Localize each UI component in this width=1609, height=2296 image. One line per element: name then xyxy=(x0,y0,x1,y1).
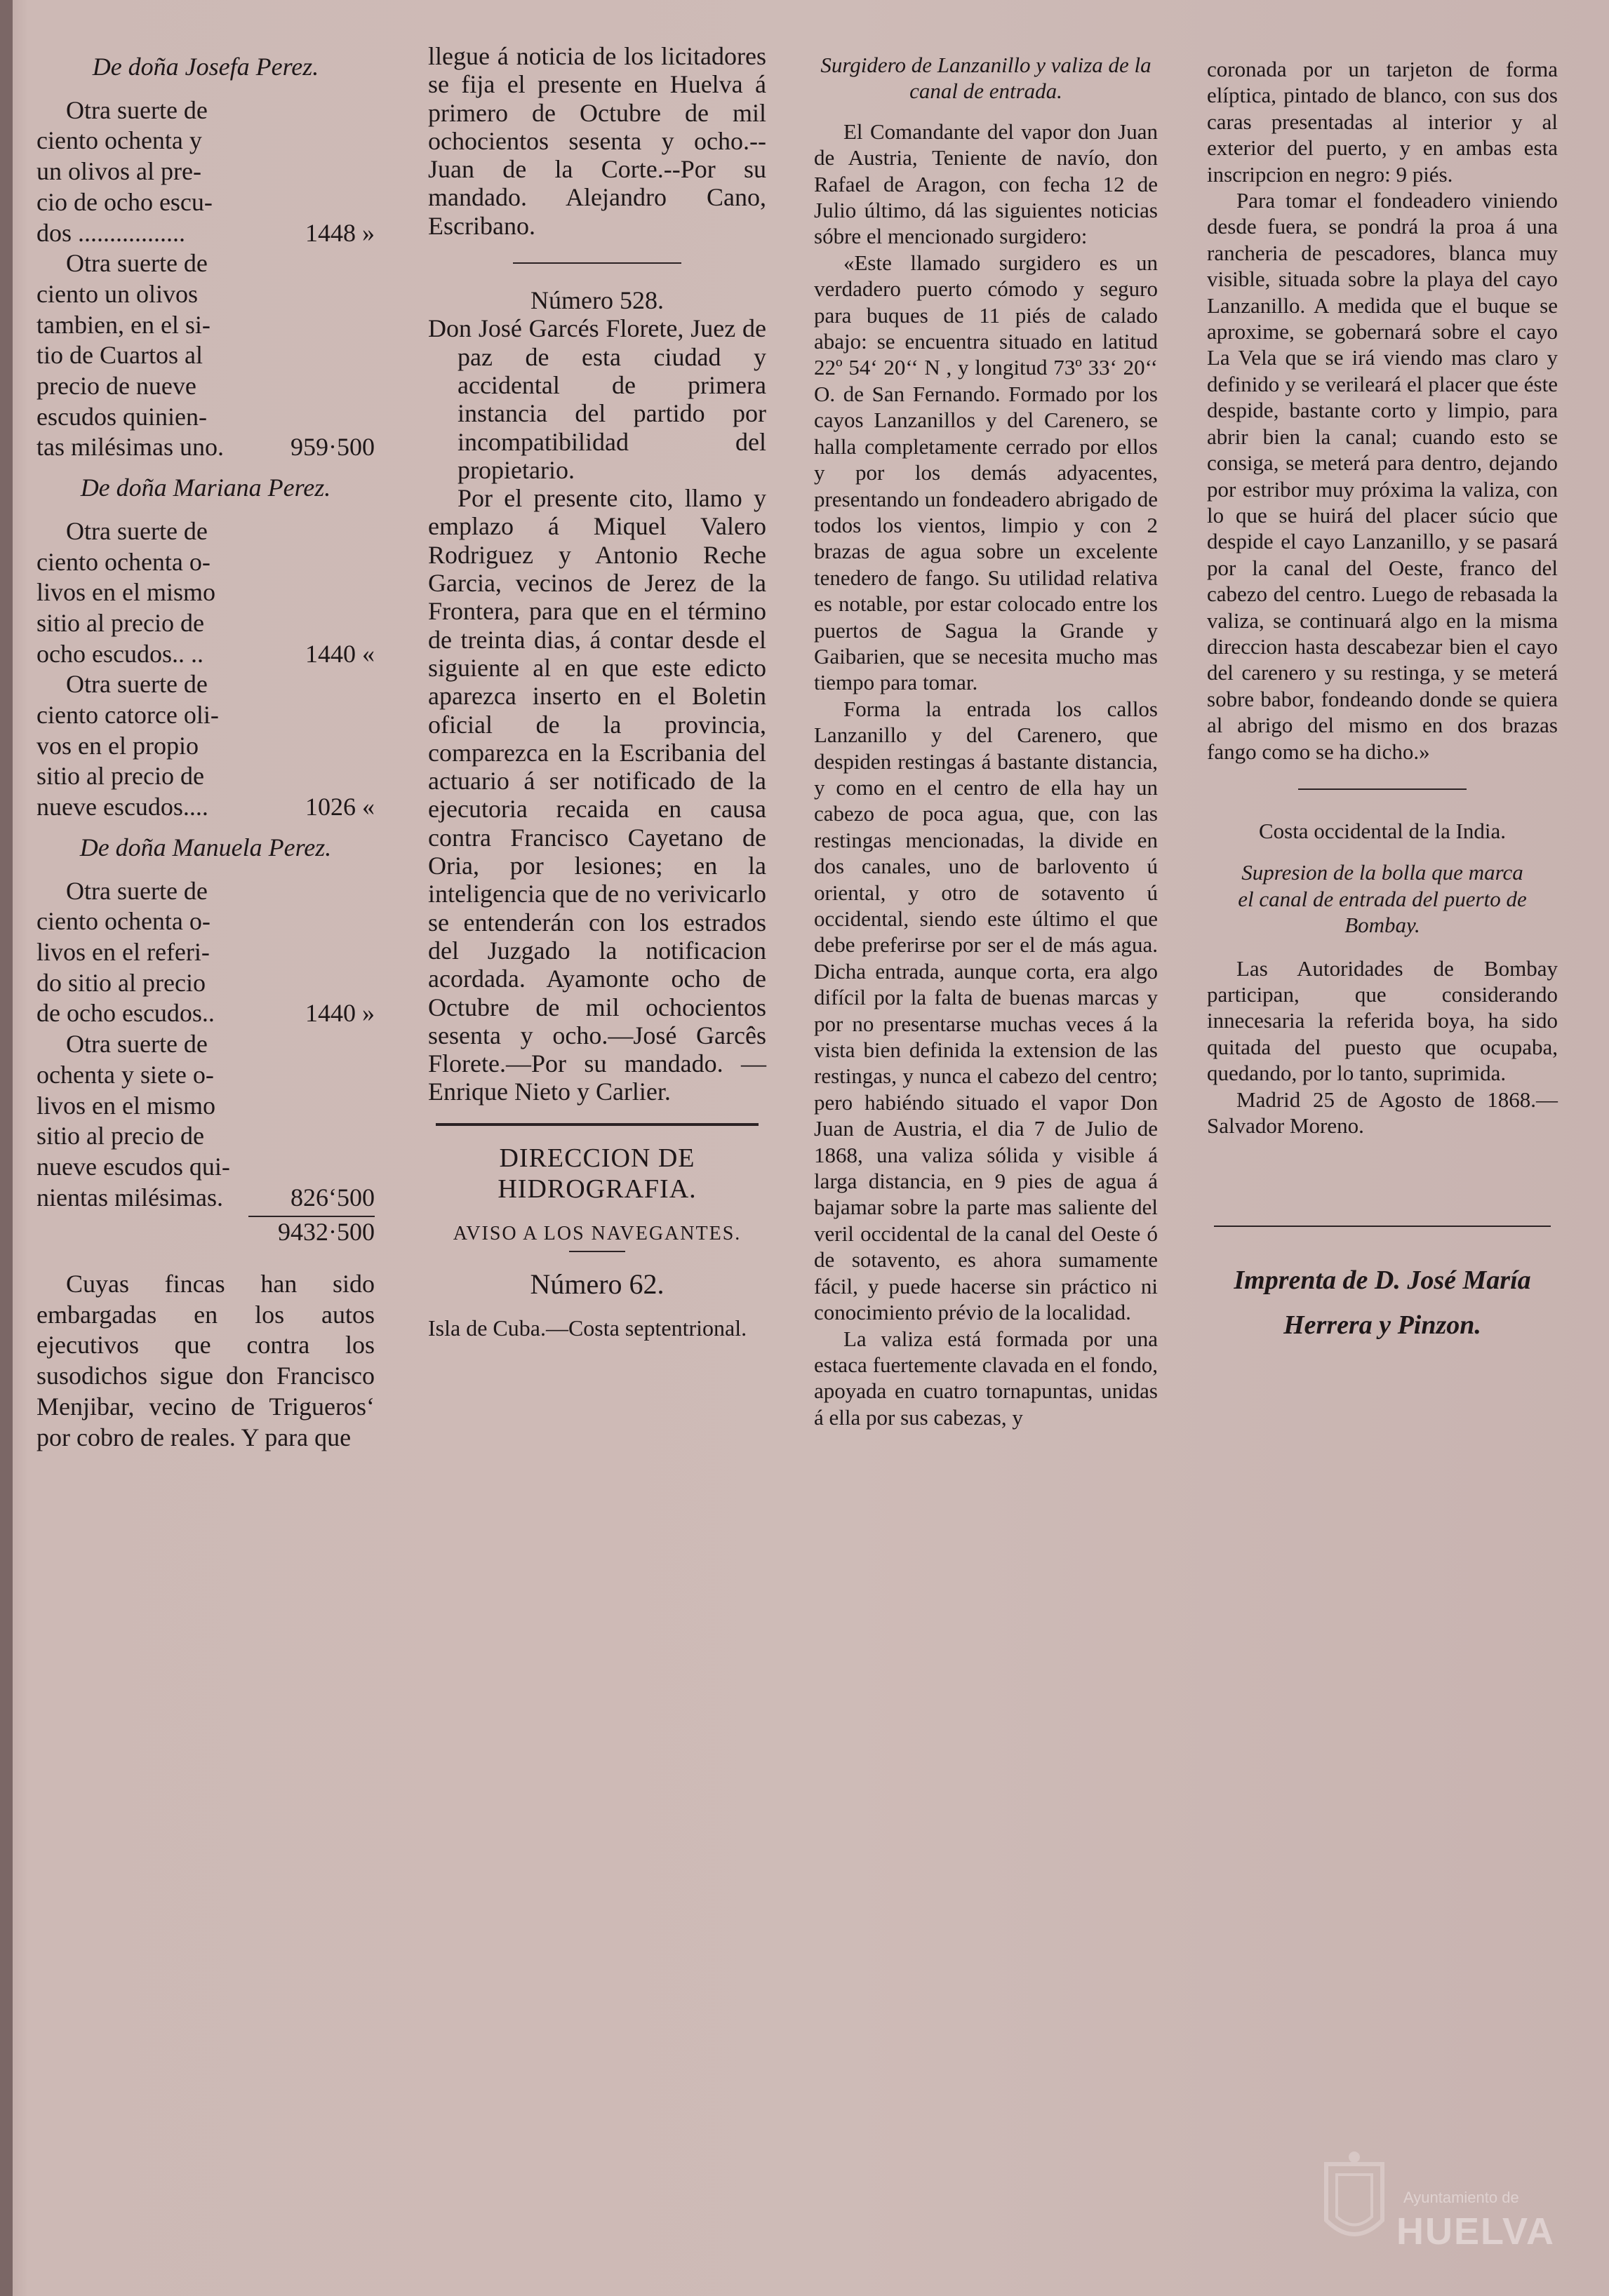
heading-mariana: De doña Mariana Perez. xyxy=(80,474,331,502)
lot-amount: 1026 « xyxy=(305,793,375,821)
lot-line: do sitio al precio xyxy=(36,968,206,997)
lot-line: tambien, en el si- xyxy=(36,310,211,339)
paragraph: llegue á noticia de los licitadores se fija el presente en Huelva á primero de Octubre de mil ochocientos sesenta y ocho.--Juan de la Corte.--Por su mandado. Alejandro Cano, Escribano. xyxy=(428,42,766,240)
paragraph: «Este llamado surgidero es un verdadero puerto cómodo y seguro para buques de 11 piés de calado abajo: se encuentra situado en latitud 22º 54‘ 20‘‘ N , y longitud 73º 33‘ 20‘‘ O. de San Fernando. Formado por los cayos Lanzanillos y del Carenero, se halla completamente cerrado por ellos y por los demás adyacentes, presentando un fondeadero abrigado de todos los vientos, limpio y con 2 brazas de agua sobre un excelente tenedero de fango. Su utilidad relativa es notable, por estar colocado entre los puertos de Sagua la Grande y Gaibarien, que se necesita mucho mas tiempo para tomar. xyxy=(814,250,1158,695)
lot-line: livos en el referi- xyxy=(36,937,210,966)
column-1 xyxy=(36,42,375,1453)
lot-entry xyxy=(36,1029,375,1213)
lot-amount: 1440 » xyxy=(305,999,375,1028)
lot-text xyxy=(36,669,247,823)
lot-text xyxy=(36,1029,247,1213)
printer-line: Imprenta de D. José María xyxy=(1234,1266,1531,1296)
lot-line: sitio al precio de xyxy=(36,1122,204,1150)
column-3 xyxy=(814,52,1158,1430)
lot-line: nueve escudos qui- xyxy=(36,1152,230,1181)
paragraph: Madrid 25 de Agosto de 1868.— Salvador Moreno. xyxy=(1207,1087,1558,1139)
section-heading: DIRECCION DE HIDROGRAFIA. xyxy=(498,1143,697,1204)
lot-line: sitio al precio de xyxy=(36,762,204,791)
lot-line: Otra suerte de xyxy=(66,670,208,699)
total-amount: 9432·500 xyxy=(248,1216,375,1248)
paragraph: Por el presente cito, llamo y emplazo á Miquel Valero Rodriguez y Antonio Reche Garcia, vecinos de Jerez de la Frontera, para que en el término de treinta dias, á contar desde el siguiente al en que este edicto aparezca inserto en el Boletin oficial de la provincia, comparezca en la Escribania del actuario á ser notificado de la ejecutoria recaida en causa contra Francisco Cayetano de Oria, por lesiones; en la inteligencia que de no verivicarlo se entenderán con los estrados del Juzgado la notificacion acordada. Ayamonte ocho de Octubre de mil ochocientos sesenta y ocho.—José Garcês Florete.—Por su mandado. —Enrique Nieto y Carlier. xyxy=(428,484,766,1106)
lot-text xyxy=(36,248,247,463)
lot-entry xyxy=(36,516,375,670)
lot-amount: 1440 « xyxy=(305,639,375,668)
lot-text xyxy=(36,876,247,1030)
lot-line: nientas milésimas. xyxy=(36,1183,223,1211)
lot-line: Otra suerte de xyxy=(66,249,208,278)
column-2 xyxy=(428,42,766,1343)
lot-line: precio de nueve xyxy=(36,372,196,401)
divider xyxy=(1298,788,1467,790)
paragraph: La valiza está formada por una estaca fuertemente clavada en el fondo, apoyada en cuatro tornapuntas, unidas á ella por sus cabezas, y xyxy=(814,1326,1158,1430)
lot-line: livos en el mismo xyxy=(36,1091,215,1120)
lot-line: ciento catorce oli- xyxy=(36,701,219,730)
lot-line: Otra suerte de xyxy=(66,95,208,124)
lot-line: ciento ochenta o- xyxy=(36,907,211,936)
lot-amount: 959·500 xyxy=(291,433,375,462)
heading-india: Costa occidental de la India. xyxy=(1258,818,1507,843)
lot-line: dos ................. xyxy=(36,218,186,247)
lot-line: livos en el mismo xyxy=(36,578,215,607)
watermark-small-text: Ayuntamiento de xyxy=(1403,2189,1519,2206)
paragraph: Para tomar el fondeadero viniendo desde fuera, se pondrá la proa á una rancheria de pescadores, blanca muy visible, situada sobre la playa del cayo Lanzanillo. A medida que el buque se aproxime, se gobernará sobre el cayo La Vela que se irá viendo mas claro y definido y se verileará el placer que éste despide, bastante corto y limpio, para abrir bien la canal; cuando esto se consiga, se meterá para dentro, dejando por estribor muy próxima la valiza, con lo que se huirá del placer súcio que despide el cayo Lanzanillo, y se pasará por la canal del Oeste, franco del cabezo del centro. Luego de rebasada la valiza, se continuará algo en la misma direccion hasta descabezar bien el cayo del carenero y su restinga, y se meterá sobre babor, fondeando donde se quiera al abrigo del mismo en dos brazas fango como se ha dicho.» xyxy=(1207,188,1558,764)
notice-number: Número 62. xyxy=(530,1268,665,1300)
lot-amount: 1448 » xyxy=(305,218,375,247)
lot-entry xyxy=(36,248,375,463)
lot-text xyxy=(36,516,247,670)
paragraph: coronada por un tarjeton de forma elíptica, pintado de blanco, con sus dos caras presentadas al interior y al exterior del puerto, y en ambas esta inscripcion en negro: 9 piés. xyxy=(1207,57,1558,187)
heading-bombay: Supresion de la bolla que marca el canal de entrada del puerto de Bombay. xyxy=(1238,860,1527,938)
lot-line: ciento ochenta o- xyxy=(36,547,211,576)
binding-edge xyxy=(0,0,13,2296)
divider xyxy=(1214,1226,1551,1227)
lot-line: tio de Cuartos al xyxy=(36,341,203,370)
divider xyxy=(513,262,681,264)
watermark-text: HUELVA xyxy=(1396,2210,1555,2253)
heading-josefa: De doña Josefa Perez. xyxy=(92,53,319,81)
paragraph: Don José Garcés Florete, Juez de paz de esta ciudad y accidental de primera instancia del partido por incompatibilidad del propietario. xyxy=(428,314,766,484)
closing-paragraph: Cuyas fincas han sido embargadas en los autos ejecutivos que contra los susodichos sigue don Francisco Menjibar, vecino de Trigueros‘ por cobro de reales. Y para que xyxy=(36,1270,375,1451)
lot-line: tas milésimas uno. xyxy=(36,433,224,462)
lot-line: vos en el propio xyxy=(36,731,199,760)
lot-line: un olivos al pre- xyxy=(36,157,201,186)
lot-amount: 826‘500 xyxy=(291,1183,375,1211)
lot-line: escudos quinien- xyxy=(36,402,207,431)
paragraph: Las Autoridades de Bombay participan, que considerando innecesaria la referida boya, ha sido quitada del puesto que ocupaba, quedando, por lo tanto, suprimida. xyxy=(1207,955,1558,1086)
lot-line: Otra suerte de xyxy=(66,1030,208,1059)
divider xyxy=(569,1251,625,1252)
lot-entry xyxy=(36,95,375,249)
paragraph: Forma la entrada los callos Lanzanillo y del Carenero, que despiden restingas á bastante distancia, y como en el centro de ella hay un cabezo de poca agua, que, con las restingas mencionadas, la divide en dos canales, uno de barlovento ú oriental, y otro de sotavento ú occidental, siendo este último el que debe preferirse por ser el de más agua. Dicha entrada, aunque corta, era algo difícil por la falta de buenas marcas y por no presentarse muchas veces á la vista bien definida la extension de las restingas, y nunca el cabezo del centro; pero habiéndo situado el vapor Don Juan de Austria, el dia 7 de Julio de 1868, una valiza sólida y visible á larga distancia, en 9 pies de agua á bajamar sobre la parte mas saliente del veril occidental de la canal del Oeste ó de sotavento, es ahora sumamente fácil, y puede hacerse sin práctico ni conocimiento prévio de la localidad. xyxy=(814,696,1158,1325)
lot-line: Otra suerte de xyxy=(66,516,208,545)
lot-line: nueve escudos.... xyxy=(36,793,208,821)
lot-entry xyxy=(36,876,375,1030)
heading-surgidero: Surgidero de Lanzanillo y valiza de la canal de entrada. xyxy=(820,53,1151,104)
paragraph: El Comandante del vapor don Juan de Austria, Teniente de navío, don Rafael de Aragon, con fecha 12 de Julio último, dá las siguientes noticias sóbre el mencionado surgidero: xyxy=(814,119,1158,249)
notice-number: Número 528. xyxy=(530,286,664,315)
lot-text xyxy=(36,95,247,249)
lot-line: ciento un olivos xyxy=(36,279,198,308)
printer-line: Herrera y Pinzon. xyxy=(1283,1310,1481,1341)
column-4 xyxy=(1207,56,1558,1348)
lot-line: ciento ochenta y xyxy=(36,126,202,155)
lot-line: cio de ocho escu- xyxy=(36,187,213,216)
lot-line: ochenta y siete o- xyxy=(36,1060,214,1089)
lot-line: sitio al precio de xyxy=(36,608,204,637)
heading-manuela: De doña Manuela Perez. xyxy=(79,833,332,861)
lot-line: Otra suerte de xyxy=(66,876,208,905)
divider xyxy=(436,1123,759,1126)
lot-line: ocho escudos.. .. xyxy=(36,639,203,668)
subheading: AVISO A LOS NAVEGANTES. xyxy=(453,1222,742,1244)
lot-entry xyxy=(36,669,375,823)
paragraph: Isla de Cuba.—Costa septentrional. xyxy=(428,1315,747,1341)
lot-line: de ocho escudos.. xyxy=(36,999,215,1028)
